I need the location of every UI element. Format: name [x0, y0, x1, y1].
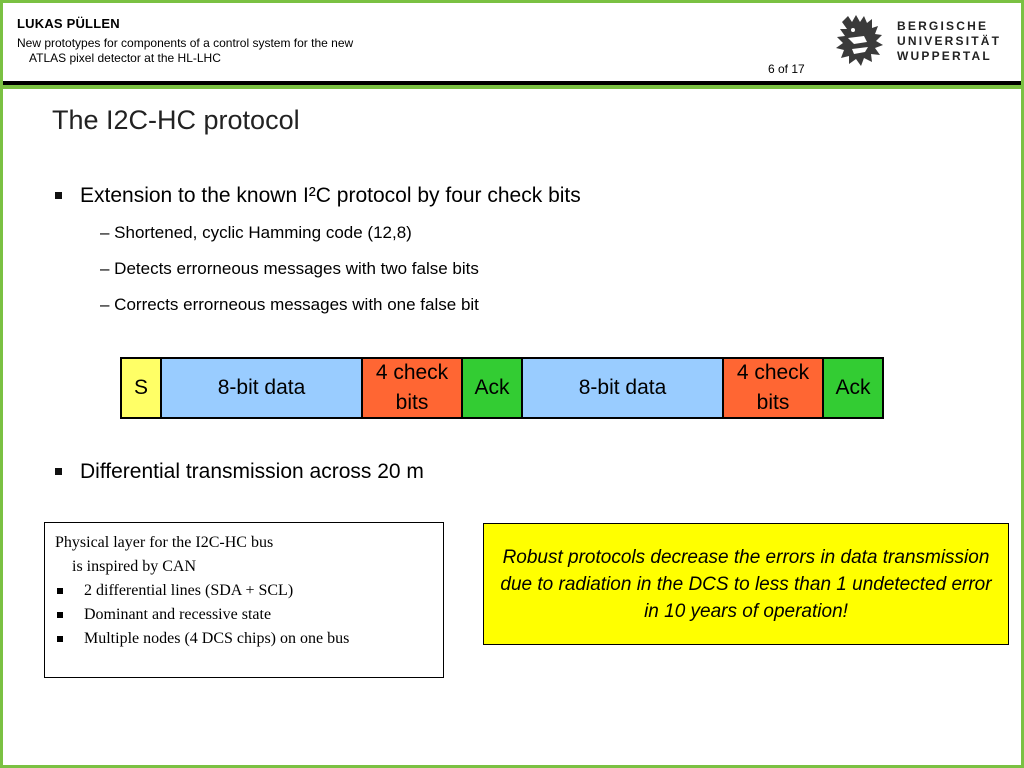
box-list-item-text: Multiple nodes (4 DCS chips) on one bus: [84, 630, 350, 647]
bullet-text: Differential transmission across 20 m: [80, 460, 424, 483]
protocol-frame-diagram: [120, 357, 884, 419]
bullet-square-icon: [57, 588, 63, 594]
data-field-2: 8-bit data: [521, 357, 724, 419]
sub-bullet-detects: – Detects errorneous messages with two false bits: [100, 259, 479, 278]
box-list-item-text: 2 differential lines (SDA + SCL): [84, 582, 294, 599]
box-list-item-text: Dominant and recessive state: [84, 606, 272, 623]
data-field-1: 8-bit data: [160, 357, 363, 419]
callout-text: Robust protocols decrease the errors in data transmission due to radiation in the DCS to less than 1 undetected error in 10 years of operation!: [500, 546, 992, 622]
box-list-item: [55, 579, 433, 603]
box-list-item: [55, 627, 433, 651]
box-list-item: [55, 603, 433, 627]
bullet-square-icon: [57, 636, 63, 642]
ack-field-2: Ack: [822, 357, 884, 419]
university-lion-logo-icon: [834, 14, 888, 70]
bullet-square-icon: [57, 612, 63, 618]
subtitle-line-1: New prototypes for components of a control system for the new: [17, 36, 354, 50]
sub-bullet-hamming: – Shortened, cyclic Hamming code (12,8): [100, 223, 412, 242]
subtitle-line-2: ATLAS pixel detector at the HL-LHC: [29, 51, 221, 65]
bullet-square-icon: [55, 192, 62, 199]
talk-subtitle: [17, 36, 417, 66]
box-line-1: Physical layer for the I2C-HC bus: [55, 534, 274, 551]
slide-title: The I2C-HC protocol: [52, 105, 300, 135]
check-bits-field-1: 4 check bits: [361, 357, 463, 419]
author-name: LUKAS PÜLLEN: [17, 16, 120, 31]
sub-bullet-corrects: – Corrects errorneous messages with one false bit: [100, 295, 479, 314]
university-line-1: BERGISCHE: [897, 19, 989, 33]
check-bits-field-2: 4 check bits: [722, 357, 824, 419]
university-line-3: WUPPERTAL: [897, 49, 992, 63]
start-bit-field: S: [120, 357, 162, 419]
physical-layer-box: [44, 522, 444, 678]
university-line-2: UNIVERSITÄT: [897, 34, 1002, 48]
robust-protocols-callout: [483, 523, 1009, 645]
page-number: 6 of 17: [768, 62, 805, 76]
box-line-2: is inspired by CAN: [72, 558, 196, 575]
ack-field-1: Ack: [461, 357, 523, 419]
bullet-square-icon: [55, 468, 62, 475]
bullet-text: Extension to the known I²C protocol by four check bits: [80, 184, 581, 207]
university-name: [897, 19, 1001, 64]
header-divider-green: [3, 85, 1021, 89]
